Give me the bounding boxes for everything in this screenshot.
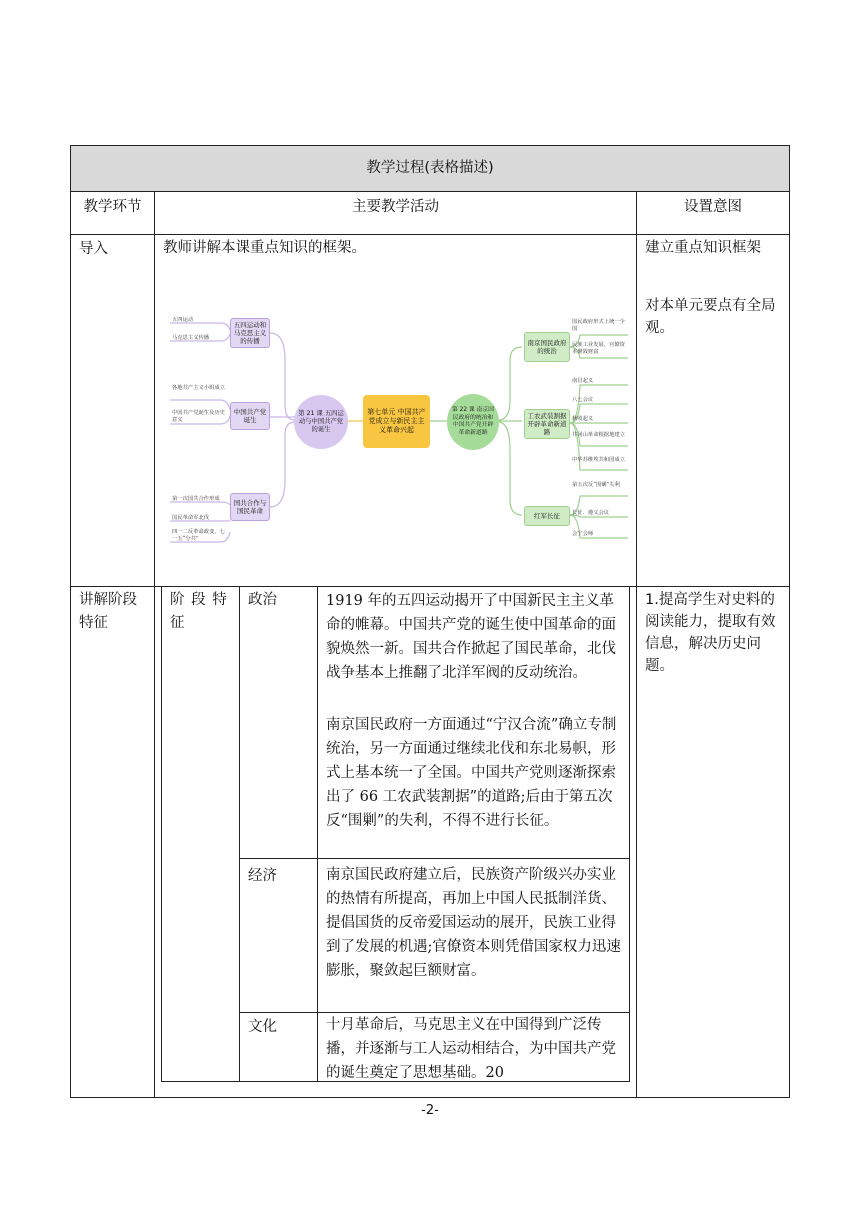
table-title: 教学过程(表格描述) xyxy=(366,160,494,176)
table-border-left xyxy=(70,145,71,1098)
mindmap-leaf: 南昌起义 xyxy=(572,378,594,384)
col-divider xyxy=(154,191,155,1098)
header-stage: 教学环节 xyxy=(83,199,142,215)
stage-intro: 导入 xyxy=(79,241,108,257)
mindmap-branch-node: 五四运动和马克思主义的传播 xyxy=(230,318,270,348)
economy-text: 南京国民政府建立后，民族资产阶级兴办实业的热情有所提高，再加上中国人民抵制洋货、提倡国货的反帝爱国运动的展开，民族工业得到了发展的机遇;官僚资本则凭借国家权力迅速膨胀，聚敛起巨额财富。 xyxy=(326,867,621,979)
inner-row-divider xyxy=(239,858,630,859)
culture-text: 十月革命后，马克思主义在中国得到广泛传播，并逐渐与工人运动相结合，为中国共产党的诞生奠定了思想基础。20 xyxy=(326,1017,616,1081)
intent-intro-2: 对本单元要点有全局观。 xyxy=(645,298,776,336)
mindmap-lesson-22-node: 第 22 课 南京国民政府的统治和中国共产党开辟革命新道路 xyxy=(447,394,499,450)
mindmap-leaf: 第五次反“围剿”失利 xyxy=(572,482,620,488)
mindmap-branch-node: 中国共产党诞生 xyxy=(230,402,270,430)
mind-map xyxy=(160,300,630,580)
row-divider xyxy=(70,191,790,192)
inner-border-top xyxy=(161,586,630,587)
mindmap-center-node: 第七单元 中国共产党成立与新民主主义革命兴起 xyxy=(363,395,430,448)
header-intent: 设置意图 xyxy=(684,199,742,215)
inner-border-left xyxy=(161,586,162,1082)
mindmap-leaf: 秋收起义 xyxy=(572,416,594,422)
mindmap-leaf: 八七会议 xyxy=(572,397,594,403)
mindmap-leaf: 会宁会师 xyxy=(572,531,594,537)
mindmap-branch-node: 国共合作与国民革命 xyxy=(230,493,270,521)
inner-col-divider xyxy=(317,586,318,1082)
col-divider xyxy=(636,191,637,1098)
table-border-bottom xyxy=(70,1097,790,1098)
mindmap-branch-node: 南京国民政府的统治 xyxy=(524,332,570,362)
page-number: -2- xyxy=(421,1103,439,1118)
inner-border-right xyxy=(629,586,630,1082)
aspect-economy: 经济 xyxy=(248,868,277,884)
stage-explain: 讲解阶段特征 xyxy=(79,592,137,631)
mindmap-lesson-21-node: 第 21 课 五四运动与中国共产党的诞生 xyxy=(294,395,348,449)
mindmap-leaf: 马克思主义传播 xyxy=(172,335,210,341)
mindmap-leaf: 长征、遵义会议 xyxy=(572,510,610,516)
mindmap-leaf: 中华苏维埃共和国成立 xyxy=(572,457,625,463)
politics-text-1: 1919 年的五四运动揭开了中国新民主主义革命的帷幕。中国共产党的诞生使中国革命的面貌焕然一新。国共合作掀起了国民革命，北伐战争基本上推翻了北洋军阀的反动统治。 xyxy=(326,593,616,681)
table-border-right xyxy=(789,145,790,1098)
inner-col-divider xyxy=(239,586,240,1082)
mindmap-branch-node: 工农武装割据开辟革命新道路 xyxy=(524,409,570,439)
mindmap-leaf: 井冈山革命根据地建立 xyxy=(572,432,625,438)
mindmap-leaf: 各地共产主义小组成立 xyxy=(172,385,225,391)
intent-intro-1: 建立重点知识框架 xyxy=(645,240,761,256)
mindmap-leaf: 国民政府形式上统一全国 xyxy=(572,319,625,332)
mindmap-leaf: 国民革命军北伐 xyxy=(172,515,210,521)
table-title-cell xyxy=(71,146,789,191)
intent-explain: 1.提高学生对史料的阅读能力，提取有效信息，解决历史问题。 xyxy=(645,592,776,674)
mindmap-leaf: 五四运动 xyxy=(172,317,194,323)
aspect-politics: 政治 xyxy=(248,592,277,608)
politics-text-2: 南京国民政府一方面通过“宁汉合流”确立专制统治，另一方面通过继续北伐和东北易帜，形式上基本统一了全国。中国共产党则逐渐探索出了 66 工农武装割据”的道路;后由于第五次反“围剿”的失利，不得不进行长征。 xyxy=(326,717,617,829)
activity-intro: 教师讲解本课重点知识的框架。 xyxy=(163,240,366,256)
header-activity: 主要教学活动 xyxy=(352,199,439,215)
mindmap-leaf: 中国共产党诞生及历史意义 xyxy=(172,410,225,423)
mindmap-leaf: 民族工业发展、官僚资本聚敛财富 xyxy=(572,342,625,355)
mindmap-branch-node: 红军长征 xyxy=(524,506,570,526)
mindmap-leaf: 第一次国共合作形成 xyxy=(172,496,220,502)
aspect-culture: 文化 xyxy=(248,1019,277,1035)
row-divider xyxy=(70,234,790,235)
stage-feature-label: 阶 段 特 征 xyxy=(170,592,228,631)
mindmap-leaf: 四一二反革命政变、七一五“分共” xyxy=(172,529,225,542)
